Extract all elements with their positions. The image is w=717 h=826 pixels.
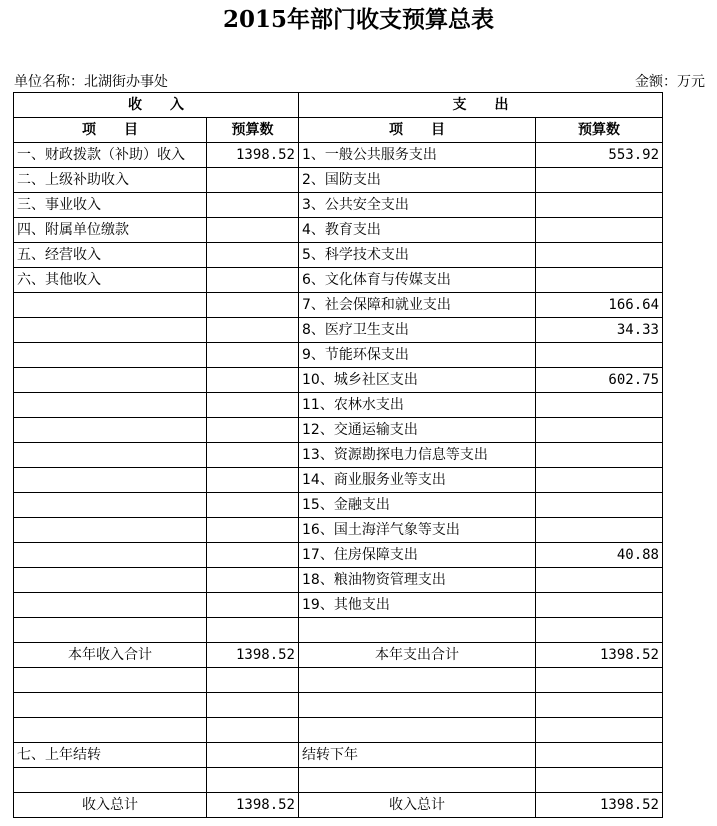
blank-row — [14, 768, 663, 793]
income-value — [207, 518, 299, 543]
income-item — [14, 443, 207, 468]
income-value — [207, 243, 299, 268]
income-value — [207, 293, 299, 318]
grand-total-row — [14, 793, 663, 818]
expense-item: 12、交通运输支出 — [299, 418, 536, 443]
expense-item: 4、教育支出 — [299, 218, 536, 243]
table-row — [14, 468, 663, 493]
income-item — [14, 318, 207, 343]
table-row — [14, 168, 663, 193]
table-row — [14, 393, 663, 418]
expense-value — [536, 418, 663, 443]
income-item — [14, 368, 207, 393]
income-value — [207, 568, 299, 593]
carry-row — [14, 743, 663, 768]
expense-item — [299, 618, 536, 643]
table-row — [14, 343, 663, 368]
table-row — [14, 518, 663, 543]
expense-item: 6、文化体育与传媒支出 — [299, 268, 536, 293]
expense-budget-header: 预算数 — [536, 118, 663, 143]
expense-value — [536, 518, 663, 543]
carry-to-next-year-label: 结转下年 — [299, 743, 536, 768]
expense-value — [536, 568, 663, 593]
expense-item: 8、医疗卫生支出 — [299, 318, 536, 343]
expense-item: 17、住房保障支出 — [299, 543, 536, 568]
table-row — [14, 368, 663, 393]
expense-item: 15、金融支出 — [299, 493, 536, 518]
income-value: 1398.52 — [207, 143, 299, 168]
income-item — [14, 293, 207, 318]
income-item — [14, 568, 207, 593]
budget-table — [13, 92, 663, 818]
income-item — [14, 618, 207, 643]
expense-value — [536, 443, 663, 468]
page-title: 2015年部门收支预算总表 — [222, 6, 494, 33]
income-header: 收 入 — [14, 93, 299, 118]
blank-row — [14, 668, 663, 693]
income-value — [207, 368, 299, 393]
expense-value — [536, 493, 663, 518]
expense-value — [536, 193, 663, 218]
expense-value — [536, 618, 663, 643]
income-item — [14, 393, 207, 418]
expense-item: 19、其他支出 — [299, 593, 536, 618]
table-row — [14, 418, 663, 443]
expense-value — [536, 393, 663, 418]
expense-item-header: 项 目 — [299, 118, 536, 143]
expense-item: 18、粮油物资管理支出 — [299, 568, 536, 593]
table-row — [14, 143, 663, 168]
expense-value — [536, 218, 663, 243]
blank-row — [14, 718, 663, 743]
income-value — [207, 193, 299, 218]
income-budget-header: 预算数 — [207, 118, 299, 143]
unit-name: 单位名称：北湖街办事处 — [14, 74, 168, 90]
income-value — [207, 218, 299, 243]
income-value — [207, 268, 299, 293]
expense-value — [536, 168, 663, 193]
table-row — [14, 543, 663, 568]
column-header-row — [14, 118, 663, 143]
expense-value: 553.92 — [536, 143, 663, 168]
expense-value: 166.64 — [536, 293, 663, 318]
year-income-total-value: 1398.52 — [207, 643, 299, 668]
income-value — [207, 418, 299, 443]
year-expense-total-label: 本年支出合计 — [299, 643, 536, 668]
income-item — [14, 543, 207, 568]
expense-value — [536, 343, 663, 368]
income-item: 一、财政拨款（补助）收入 — [14, 143, 207, 168]
table-row — [14, 568, 663, 593]
income-value — [207, 443, 299, 468]
income-item — [14, 593, 207, 618]
blank-row — [14, 693, 663, 718]
expense-value: 34.33 — [536, 318, 663, 343]
table-row — [14, 593, 663, 618]
section-header-row — [14, 93, 663, 118]
income-value — [207, 593, 299, 618]
income-value — [207, 493, 299, 518]
income-item — [14, 343, 207, 368]
expense-grand-total-label: 收入总计 — [299, 793, 536, 818]
amount-unit: 金额：万元 — [635, 74, 705, 90]
table-row — [14, 618, 663, 643]
expense-value — [536, 268, 663, 293]
income-item — [14, 518, 207, 543]
year-income-total-label: 本年收入合计 — [14, 643, 207, 668]
table-row — [14, 218, 663, 243]
income-item: 二、上级补助收入 — [14, 168, 207, 193]
income-item — [14, 418, 207, 443]
year-expense-total-value: 1398.52 — [536, 643, 663, 668]
table-row — [14, 268, 663, 293]
expense-item: 3、公共安全支出 — [299, 193, 536, 218]
income-item — [14, 468, 207, 493]
expense-value — [536, 468, 663, 493]
income-item — [14, 493, 207, 518]
income-value — [207, 168, 299, 193]
expense-value — [536, 593, 663, 618]
income-value — [207, 618, 299, 643]
income-grand-total-label: 收入总计 — [14, 793, 207, 818]
table-row — [14, 443, 663, 468]
table-row — [14, 293, 663, 318]
income-value — [207, 393, 299, 418]
expense-item: 7、社会保障和就业支出 — [299, 293, 536, 318]
prior-year-carryover-label: 七、上年结转 — [14, 743, 207, 768]
expense-value: 40.88 — [536, 543, 663, 568]
expense-item: 11、农林水支出 — [299, 393, 536, 418]
table-row — [14, 193, 663, 218]
income-item-header: 项 目 — [14, 118, 207, 143]
table-row — [14, 243, 663, 268]
income-item: 五、经营收入 — [14, 243, 207, 268]
expense-item: 16、国土海洋气象等支出 — [299, 518, 536, 543]
expense-grand-total-value: 1398.52 — [536, 793, 663, 818]
income-item: 六、其他收入 — [14, 268, 207, 293]
income-grand-total-value: 1398.52 — [207, 793, 299, 818]
income-value — [207, 318, 299, 343]
expense-value: 602.75 — [536, 368, 663, 393]
expense-header: 支 出 — [299, 93, 663, 118]
expense-item: 9、节能环保支出 — [299, 343, 536, 368]
expense-value — [536, 243, 663, 268]
expense-item: 10、城乡社区支出 — [299, 368, 536, 393]
table-row — [14, 318, 663, 343]
income-value — [207, 543, 299, 568]
expense-item: 14、商业服务业等支出 — [299, 468, 536, 493]
table-row — [14, 493, 663, 518]
income-value — [207, 468, 299, 493]
expense-item: 2、国防支出 — [299, 168, 536, 193]
year-total-row — [14, 643, 663, 668]
income-value — [207, 343, 299, 368]
income-item: 四、附属单位缴款 — [14, 218, 207, 243]
expense-item: 13、资源勘探电力信息等支出 — [299, 443, 536, 468]
expense-item: 1、一般公共服务支出 — [299, 143, 536, 168]
expense-item: 5、科学技术支出 — [299, 243, 536, 268]
income-item: 三、事业收入 — [14, 193, 207, 218]
